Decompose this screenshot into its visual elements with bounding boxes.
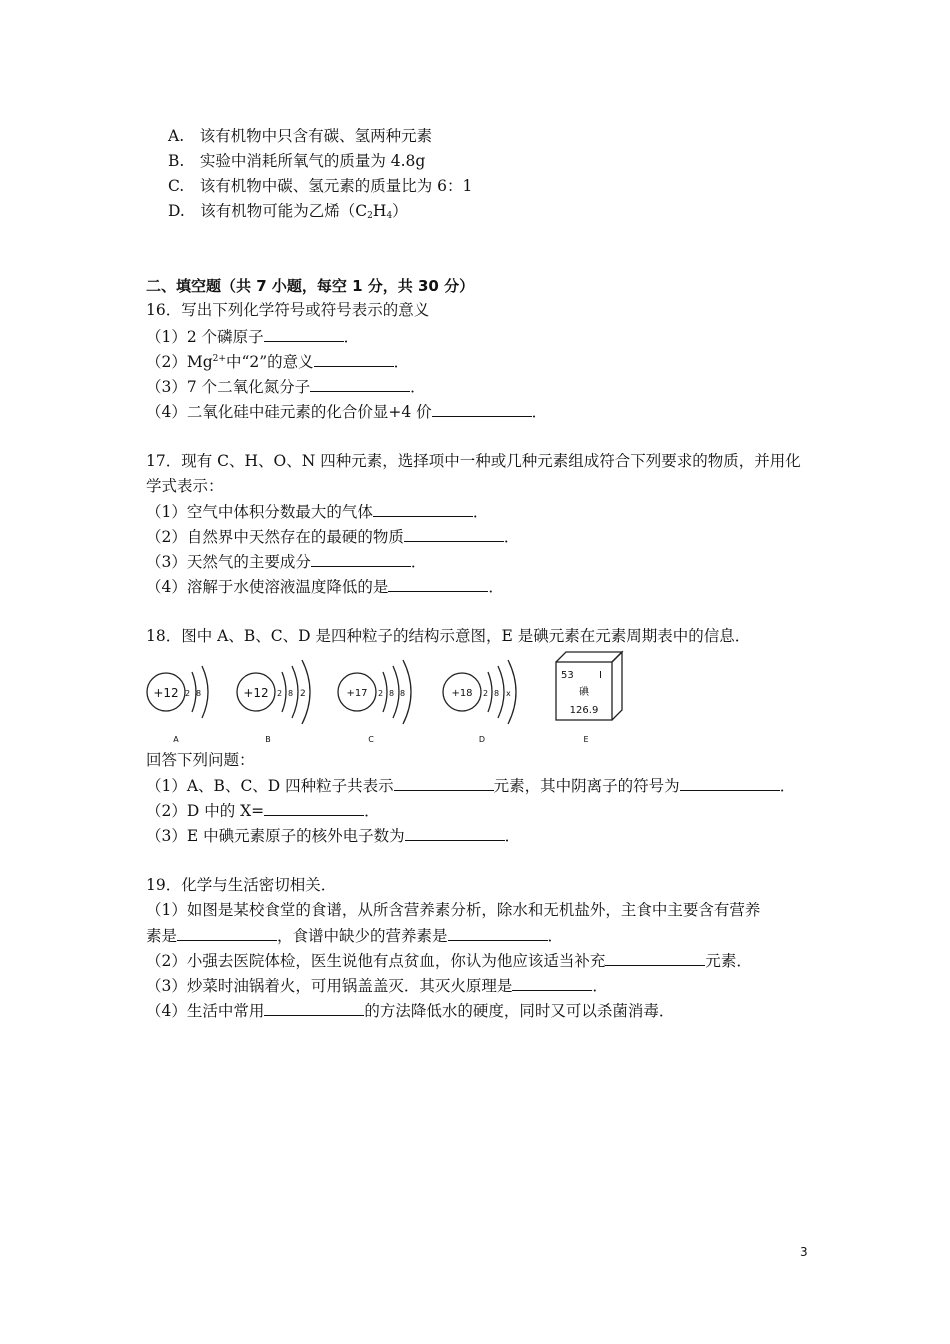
- q19-end-1: ．: [547, 927, 564, 945]
- nucleus-d: +18: [451, 688, 473, 699]
- shell-d-2: 8: [494, 689, 500, 698]
- nucleus-b: +12: [243, 686, 269, 700]
- shell-arc-b1: [282, 672, 286, 712]
- q17-item-1: [146, 501, 488, 522]
- shell-arc-d1: [488, 672, 492, 712]
- q17-item-4: [146, 576, 504, 597]
- q17-end-2: ．: [503, 528, 520, 546]
- q16-item-1: [146, 326, 359, 347]
- q18-end-3: ．: [504, 827, 521, 845]
- element-box-top: [556, 652, 622, 662]
- q16-item-4: [146, 401, 547, 422]
- shell-b-3: 2: [300, 689, 306, 699]
- q16-end-1: ．: [343, 328, 360, 346]
- answer-blank[interactable]: [448, 925, 548, 941]
- q19-item-1-line2: [146, 925, 563, 946]
- q17-end-4: ．: [488, 578, 504, 596]
- q17-item-2: [146, 526, 519, 547]
- element-symbol: I: [599, 670, 602, 681]
- answer-blank[interactable]: [314, 351, 394, 367]
- q16-item-2: [146, 351, 409, 372]
- q16-item-3: [146, 376, 426, 397]
- q16-item-2-text: （2）Mg: [146, 353, 213, 371]
- q16-item-2-rest: 中“2”的意义: [225, 353, 314, 371]
- q18-item-2: [146, 800, 380, 821]
- q16-item-1-text: （1）2 个磷原子: [146, 328, 264, 346]
- q19-item-1-text: 素是: [146, 927, 178, 945]
- q19-item-2-text: （2）小强去医院体检，医生说他有点贫血，你认为他应该适当补充: [146, 952, 606, 970]
- answer-blank[interactable]: [177, 925, 277, 941]
- answer-blank[interactable]: [264, 326, 344, 342]
- q16-item-3-text: （3）7 个二氧化氮分子: [146, 378, 311, 396]
- q16-item-2-charge: 2+: [212, 354, 226, 364]
- q18-item-1: [146, 775, 795, 796]
- q18-end-1: ．: [779, 777, 796, 795]
- answer-blank[interactable]: [680, 775, 780, 791]
- q17-end-1: ．: [472, 503, 489, 521]
- option-a: A. 该有机物中只含有碳、氢两种元素: [168, 127, 433, 145]
- q18-item-3-text: （3）E 中碘元素原子的核外电子数为: [146, 827, 405, 845]
- q19-item-2: [146, 950, 752, 971]
- answer-blank[interactable]: [373, 501, 473, 517]
- q17-item-3-text: （3）天然气的主要成分: [146, 553, 311, 571]
- q16-item-4-text: （4）二氧化硅中硅元素的化合价显+4 价: [146, 403, 432, 421]
- answer-blank[interactable]: [404, 526, 504, 542]
- shell-b-2: 8: [288, 689, 294, 698]
- option-d: [168, 201, 408, 221]
- q17-item-4-text: （4）溶解于水使溶液温度降低的是: [146, 578, 389, 596]
- label-e: E: [583, 735, 589, 744]
- option-b: B. 实验中消耗所氧气的质量为 4.8g: [168, 152, 426, 170]
- shell-c-1: 2: [378, 689, 384, 698]
- q16-end-2: ．: [393, 353, 410, 371]
- option-c: C. 该有机物中碳、氢元素的质量比为 6：1: [168, 177, 473, 195]
- q19-stem: 19．化学与生活密切相关．: [146, 876, 337, 894]
- element-box-side: [612, 652, 622, 720]
- answer-blank[interactable]: [512, 975, 592, 991]
- q16-end-4: ．: [531, 403, 548, 421]
- q19-item-4-rest: 的方法降低水的硬度，同时又可以杀菌消毒．: [364, 1002, 675, 1020]
- label-c: C: [368, 735, 374, 744]
- shell-arc-c1: [383, 672, 387, 712]
- nucleus-a: +12: [153, 686, 179, 700]
- q17-item-2-text: （2）自然界中天然存在的最硬的物质: [146, 528, 404, 546]
- option-d-h: H: [372, 202, 387, 220]
- answer-blank[interactable]: [605, 950, 705, 966]
- shell-d-1: 2: [483, 689, 489, 698]
- q19-item-4-text: （4）生活中常用: [146, 1002, 265, 1020]
- q18-item-2-text: （2）D 中的 X=: [146, 802, 265, 820]
- label-b: B: [265, 735, 271, 744]
- q19-item-4: [146, 1000, 674, 1021]
- q19-item-1-mid: ，食谱中缺少的营养素是: [277, 927, 448, 945]
- element-mass: 126.9: [569, 705, 599, 716]
- option-d-close: ）: [392, 202, 408, 220]
- option-d-sub1: 2: [367, 211, 373, 221]
- shell-c-2: 8: [389, 689, 395, 698]
- shell-c-3: 8: [400, 689, 406, 698]
- shell-arc-a2: [202, 666, 208, 718]
- particle-diagram: [140, 648, 640, 748]
- q19-item-3-text: （3）炒菜时油锅着火，可用锅盖盖灭．其灭火原理是: [146, 977, 513, 995]
- answer-blank[interactable]: [432, 401, 532, 417]
- shell-a-2: 8: [196, 689, 202, 698]
- q17-item-3: [146, 551, 426, 572]
- element-name: 碘: [579, 687, 589, 698]
- page-number: 3: [800, 1245, 808, 1259]
- q19-item-1-line1: （1）如图是某校食堂的食谱，从所含营养素分析，除水和无机盐外，主食中主要含有营养: [146, 901, 761, 919]
- label-a: A: [173, 735, 179, 744]
- shell-b-1: 2: [277, 689, 283, 698]
- shell-a-1: 2: [185, 689, 191, 698]
- q17-stem-line2: 学式表示：: [146, 477, 224, 495]
- q19-item-3: [146, 975, 608, 996]
- q18-end-2: ．: [364, 802, 380, 820]
- answer-blank[interactable]: [264, 1000, 364, 1016]
- answer-blank[interactable]: [311, 551, 411, 567]
- nucleus-c: +17: [346, 688, 368, 699]
- structure-diagram-svg: [140, 648, 640, 748]
- q16-end-3: ．: [410, 378, 426, 396]
- answer-blank[interactable]: [405, 825, 505, 841]
- label-d: D: [478, 735, 486, 744]
- answer-blank[interactable]: [388, 576, 488, 592]
- q17-item-1-text: （1）空气中体积分数最大的气体: [146, 503, 373, 521]
- q17-stem-line1: 17．现有 C、H、O、N 四种元素，选择项中一种或几种元素组成符合下列要求的物质，并用化: [146, 452, 801, 470]
- q19-end-3: ．: [592, 977, 608, 995]
- shell-d-3: x: [506, 689, 511, 698]
- section-title: 二、填空题（共 7 小题，每空 1 分，共 30 分）: [146, 277, 475, 295]
- answer-blank[interactable]: [394, 775, 494, 791]
- answer-blank[interactable]: [310, 376, 410, 392]
- option-d-sub2: 4: [386, 211, 393, 221]
- answer-blank[interactable]: [264, 800, 364, 816]
- q18-stem: 18．图中 A、B、C、D 是四种粒子的结构示意图，E 是碘元素在元素周期表中的信息．: [146, 627, 751, 645]
- element-number: 53: [561, 670, 574, 681]
- q18-item-1-text: （1）A、B、C、D 四种粒子共表示: [146, 777, 394, 795]
- q18-item-3: [146, 825, 520, 846]
- q19-item-2-rest: 元素．: [705, 952, 752, 970]
- option-d-text: D. 该有机物可能为乙烯（C: [168, 202, 368, 220]
- q18-answer-intro: 回答下列问题：: [146, 751, 255, 769]
- q18-item-1-mid: 元素，其中阴离子的符号为: [493, 777, 680, 795]
- q17-end-3: ．: [410, 553, 427, 571]
- q16-stem: 16．写出下列化学符号或符号表示的意义: [146, 301, 430, 319]
